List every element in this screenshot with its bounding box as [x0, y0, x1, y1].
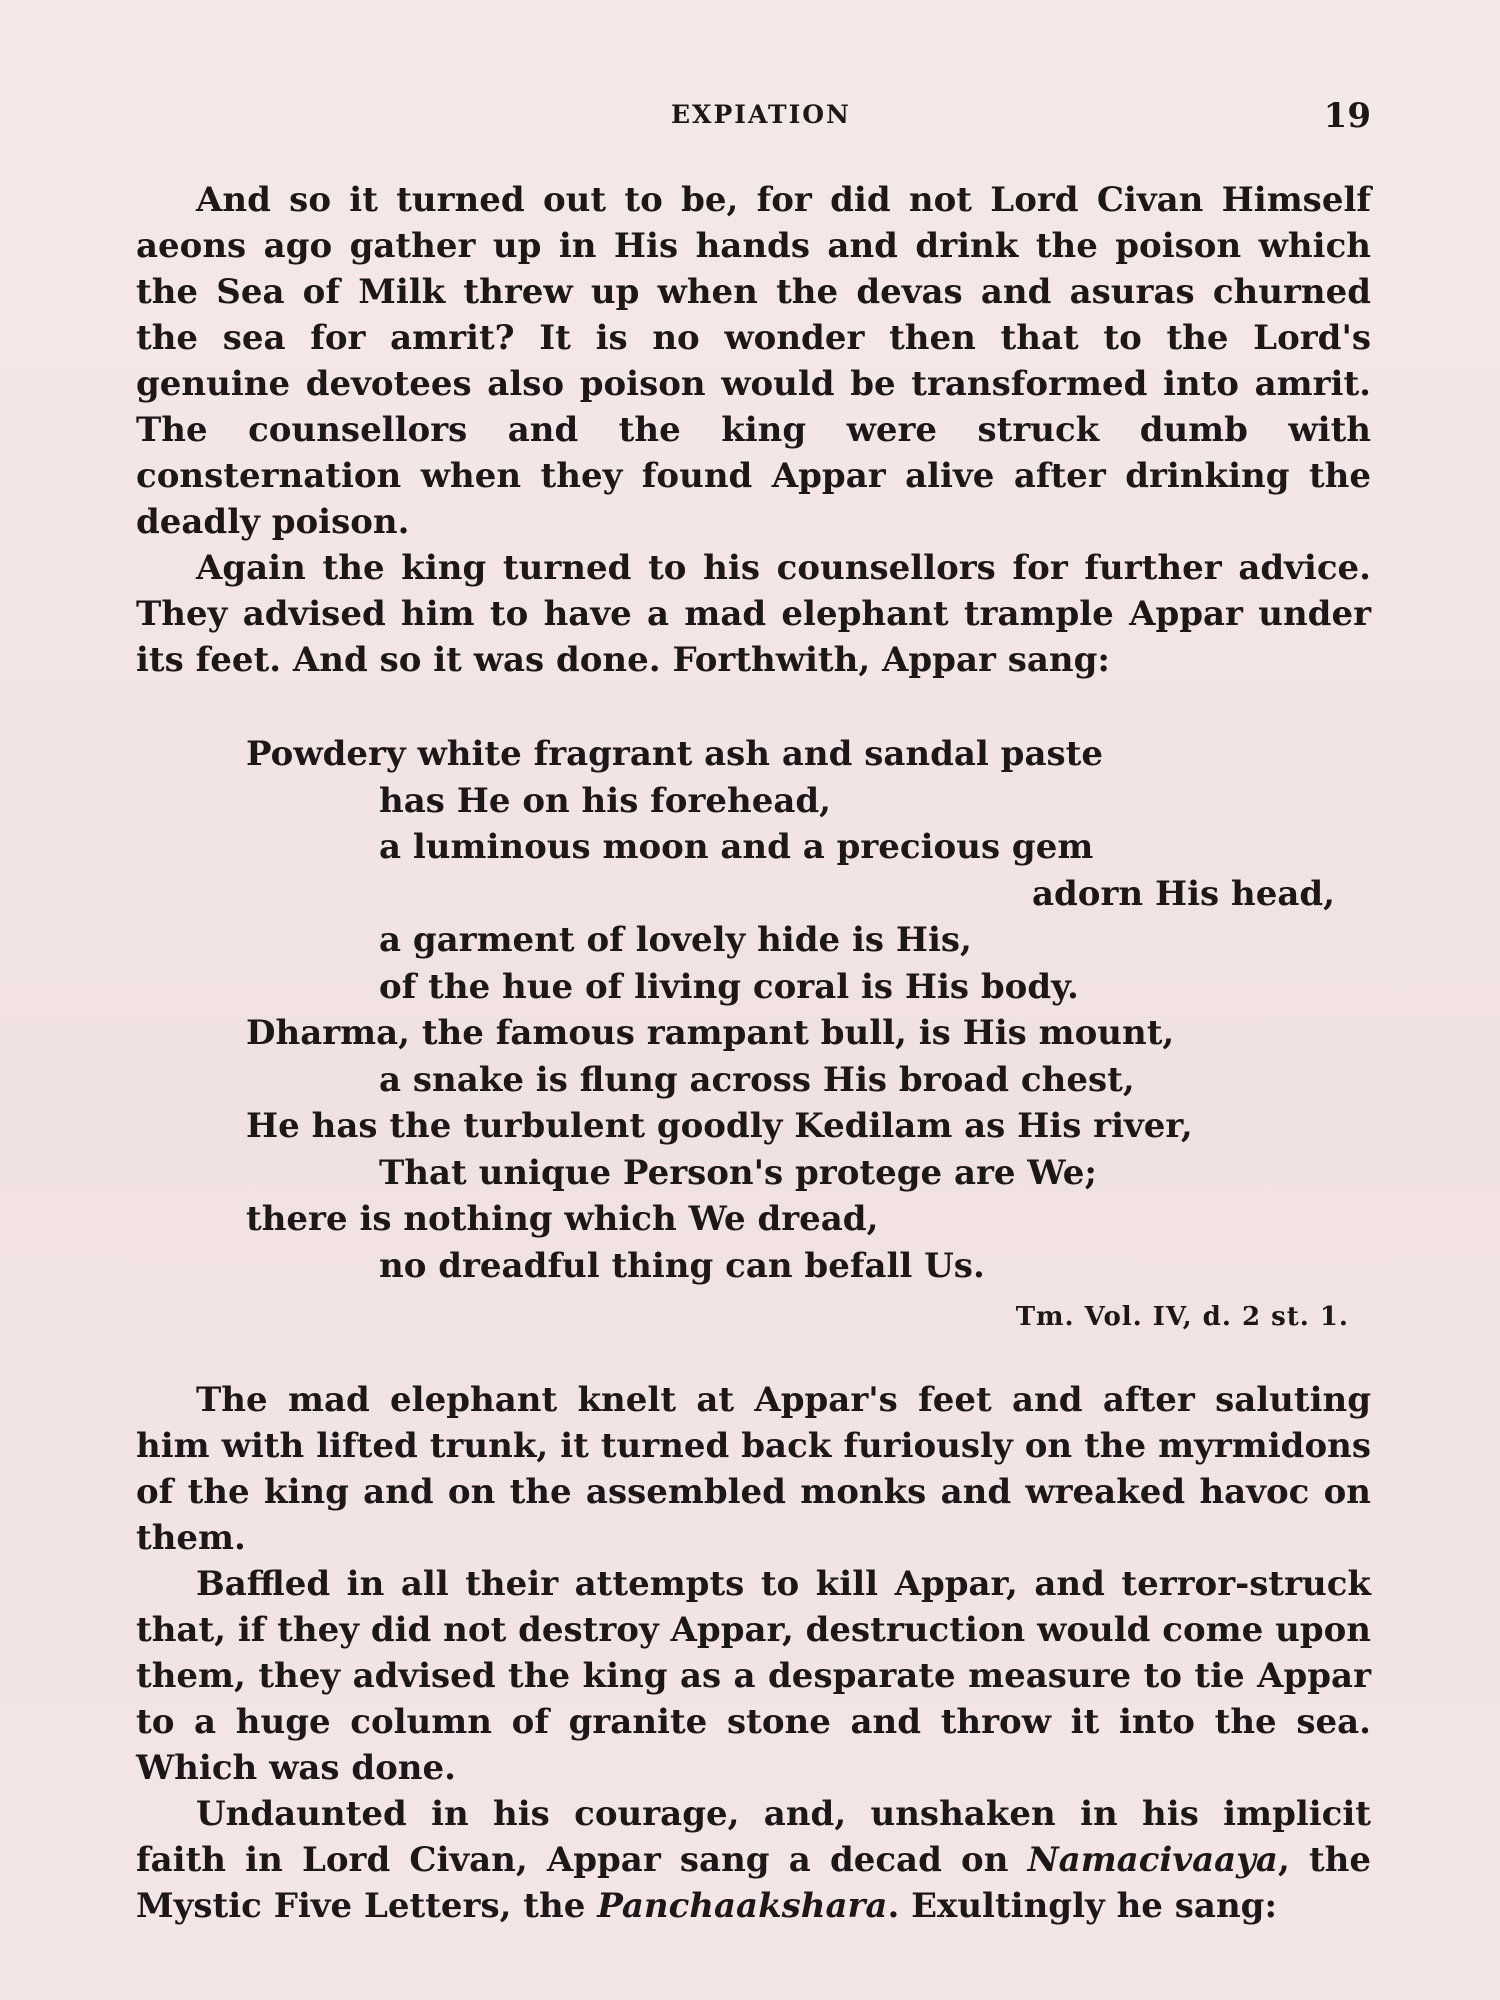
paragraph: Again the king turned to his counsellors for further advice. They advised him to have a mad elephant trample Appar under its feet. And so it was done. Forthwith, Appar sang: [136, 548, 1371, 680]
poem-line: a garment of lovely hide is His, [379, 920, 972, 960]
final-paragraph-text: . Exultingly he sang: [887, 1886, 1277, 1926]
poem-line: Powdery white fragrant ash and sandal paste [246, 734, 1103, 774]
poem-line: a luminous moon and a precious gem [379, 827, 1094, 867]
poem-line: adorn His head, [1032, 873, 1335, 914]
final-paragraph-text: Undaunted in his courage, and, unshaken in his implicit faith in Lord Civan, Appar sang a decad on [136, 1794, 1371, 1880]
paragraph: Baffled in all their attempts to kill Appar, and terror-struck that, if they did not destroy Appar, destruction would come upon them, they advised the king as a desparate measure to tie Appar to a huge column of granite stone and throw it into the sea. Which was done. [136, 1564, 1371, 1788]
page-number: 19 [1323, 96, 1371, 136]
poem-line: there is nothing which We dread, [246, 1199, 879, 1239]
poem-line: has He on his forehead, [379, 780, 832, 821]
poem-line: Dharma, the famous rampant bull, is His mount, [246, 1013, 1175, 1053]
poem-line: a snake is flung across His broad chest, [379, 1059, 1135, 1100]
poem-citation: Tm. Vol. IV, d. 2 st. 1. [1015, 1302, 1349, 1332]
poem [136, 731, 1371, 1289]
poem-line: no dreadful thing can befall Us. [379, 1245, 985, 1286]
paragraph: The mad elephant knelt at Appar's feet and after saluting him with lifted trunk, it turned back furiously on the myrmidons of the king and on the assembled monks and wreaked havoc on them. [136, 1380, 1371, 1558]
final-paragraph [136, 1791, 1371, 1929]
poem-line: He has the turbulent goodly Kedilam as His river, [246, 1106, 1193, 1146]
poem-line: That unique Person's protege are We; [379, 1152, 1097, 1193]
italic-term-namacivaaya: Namacivaaya [1027, 1840, 1278, 1880]
page-header [136, 98, 1371, 138]
running-head: EXPIATION [671, 100, 851, 129]
paragraph: And so it turned out to be, for did not Lord Civan Himself aeons ago gather up in His hands and drink the poison which the Sea of Milk threw up when the devas and asuras churned the sea for amrit? It is no wonder then that to the Lord's genuine devotees also poison would be transformed into amrit. The counsellors and the king were struck dumb with consternation when they found Appar alive after drinking the deadly poison. [136, 180, 1371, 542]
final-paragraph-text: , the Mystic Five Letters, the [136, 1840, 1371, 1926]
poem-line: of the hue of living coral is His body. [379, 966, 1079, 1007]
italic-term-panchaakshara: Panchaakshara [597, 1886, 888, 1926]
body-text [136, 177, 1371, 1929]
